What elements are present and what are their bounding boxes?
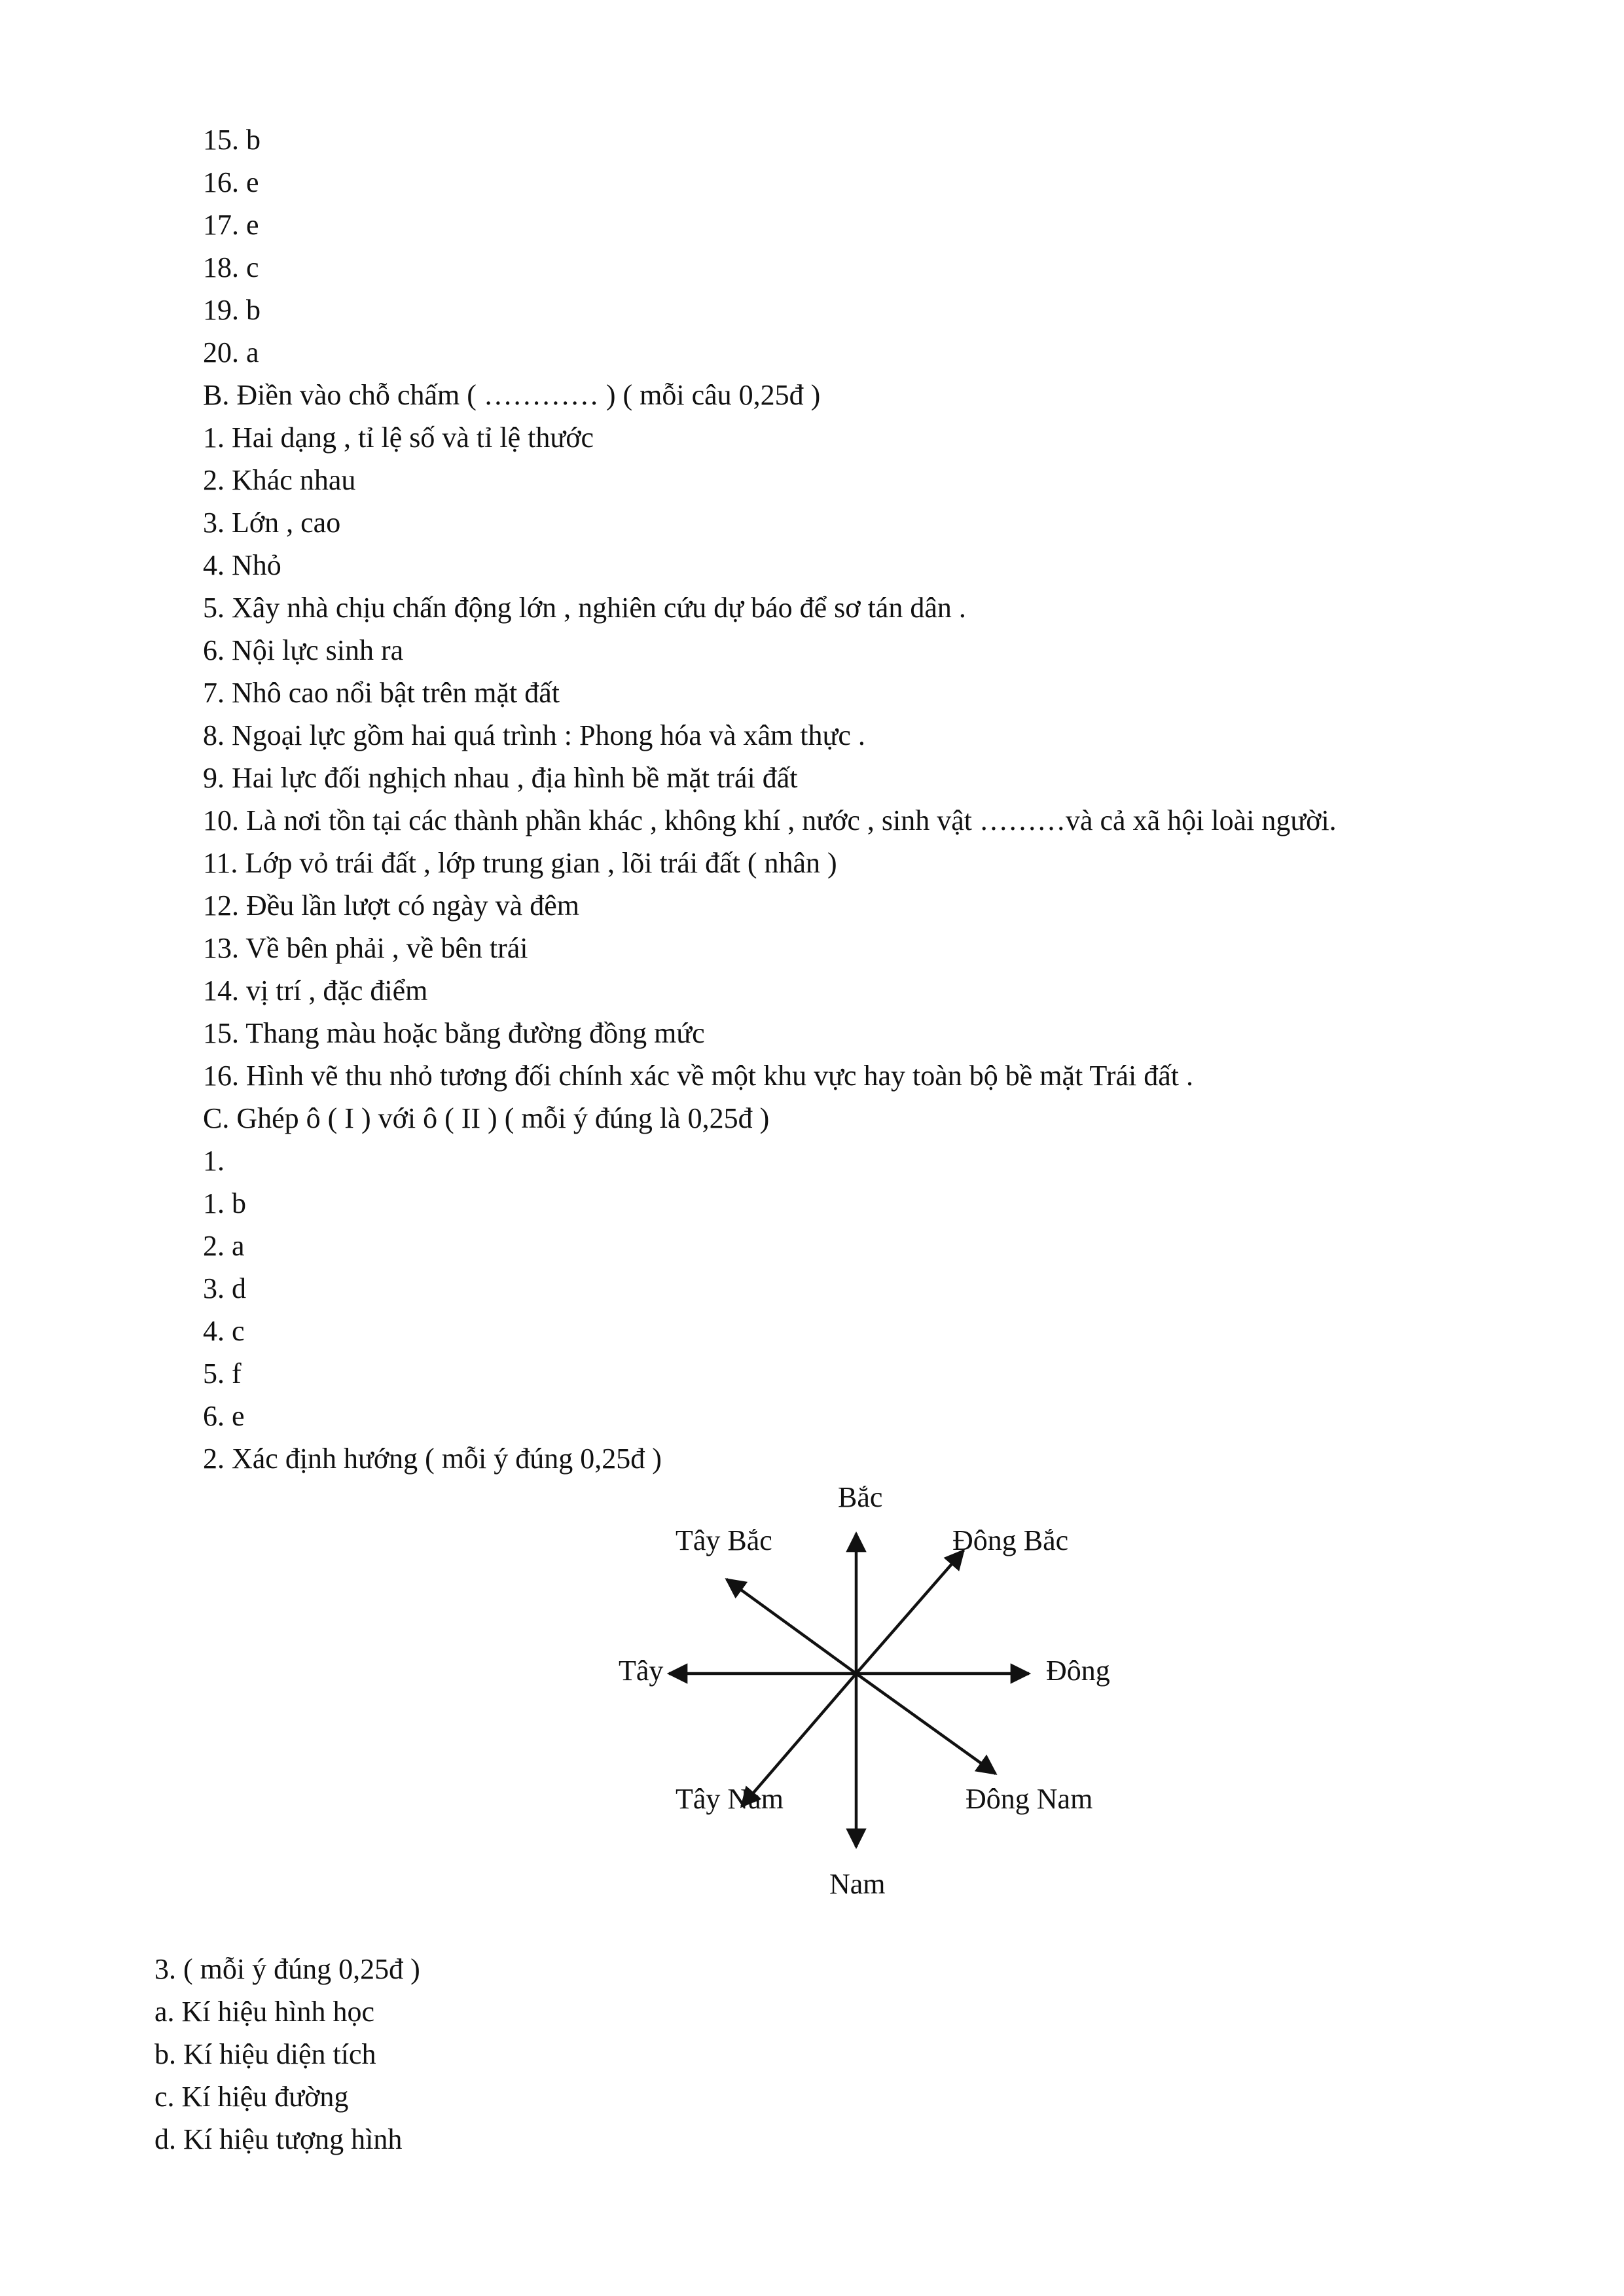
section-c-match-2: 2. a bbox=[203, 1230, 245, 1262]
section-c-part3-item-b: b. Kí hiệu diện tích bbox=[154, 2038, 376, 2070]
section-b-item-8: 8. Ngoại lực gồm hai quá trình : Phong hóa và xâm thực . bbox=[203, 719, 865, 751]
section-c-part1-label: 1. bbox=[203, 1145, 225, 1177]
section-c-part3-item-d: d. Kí hiệu tượng hình bbox=[154, 2123, 403, 2155]
section-c-match-4: 4. c bbox=[203, 1315, 245, 1347]
arrow-northeast bbox=[856, 1551, 964, 1674]
compass-label-southwest: Tây Nam bbox=[676, 1783, 784, 1815]
section-b-heading: B. Điền vào chỗ chấm ( ………… ) ( mỗi câu 0,25đ ) bbox=[203, 379, 821, 411]
section-b-item-3: 3. Lớn , cao bbox=[203, 507, 341, 539]
section-c-match-3: 3. d bbox=[203, 1272, 246, 1304]
compass-label-northeast: Đông Bắc bbox=[952, 1524, 1069, 1556]
section-c-match-5: 5. f bbox=[203, 1357, 242, 1390]
section-c-part3-item-a: a. Kí hiệu hình học bbox=[154, 1996, 375, 2028]
answer-a-20: 20. a bbox=[203, 336, 259, 368]
answer-a-16: 16. e bbox=[203, 166, 259, 198]
section-b-item-16: 16. Hình vẽ thu nhỏ tương đối chính xác về một khu vực hay toàn bộ bề mặt Trái đất . bbox=[203, 1060, 1193, 1092]
section-b-item-2: 2. Khác nhau bbox=[203, 464, 356, 496]
section-b-item-5: 5. Xây nhà chịu chấn động lớn , nghiên cứu dự báo để sơ tán dân . bbox=[203, 592, 966, 624]
section-c-match-6: 6. e bbox=[203, 1400, 245, 1432]
section-b-item-7: 7. Nhô cao nổi bật trên mặt đất bbox=[203, 677, 560, 709]
section-b-item-9: 9. Hai lực đối nghịch nhau , địa hình bề mặt trái đất bbox=[203, 762, 798, 794]
section-b-item-13: 13. Về bên phải , về bên trái bbox=[203, 932, 528, 964]
compass-label-south: Nam bbox=[829, 1868, 886, 1900]
compass-label-east: Đông bbox=[1046, 1655, 1110, 1687]
section-c-part3-item-c: c. Kí hiệu đường bbox=[154, 2081, 349, 2113]
section-b-item-1: 1. Hai dạng , tỉ lệ số và tỉ lệ thước bbox=[203, 422, 594, 454]
section-b-item-4: 4. Nhỏ bbox=[203, 549, 281, 581]
answer-a-15: 15. b bbox=[203, 124, 261, 156]
answer-a-18: 18. c bbox=[203, 251, 259, 283]
section-c-heading: C. Ghép ô ( I ) với ô ( II ) ( mỗi ý đúng là 0,25đ ) bbox=[203, 1102, 770, 1134]
compass-label-southeast: Đông Nam bbox=[965, 1783, 1093, 1815]
section-b-item-11: 11. Lớp vỏ trái đất , lớp trung gian , lõi trái đất ( nhân ) bbox=[203, 847, 837, 879]
section-c-part2-heading: 2. Xác định hướng ( mỗi ý đúng 0,25đ ) bbox=[203, 1443, 662, 1475]
arrow-southeast bbox=[856, 1674, 996, 1774]
compass-label-northwest: Tây Bắc bbox=[676, 1524, 772, 1556]
compass-label-west: Tây bbox=[619, 1655, 664, 1687]
section-b-item-15: 15. Thang màu hoặc bằng đường đồng mức bbox=[203, 1017, 705, 1049]
section-c-match-1: 1. b bbox=[203, 1187, 246, 1219]
section-b-item-12: 12. Đều lần lượt có ngày và đêm bbox=[203, 889, 579, 922]
section-b-item-6: 6. Nội lực sinh ra bbox=[203, 634, 404, 666]
compass-label-north: Bắc bbox=[838, 1481, 883, 1513]
section-b-item-14: 14. vị trí , đặc điểm bbox=[203, 975, 428, 1007]
answer-a-17: 17. e bbox=[203, 209, 259, 241]
arrow-northwest bbox=[727, 1579, 856, 1674]
section-c-part3-heading: 3. ( mỗi ý đúng 0,25đ ) bbox=[154, 1953, 420, 1985]
answer-a-19: 19. b bbox=[203, 294, 261, 326]
section-b-item-10: 10. Là nơi tồn tại các thành phần khác , không khí , nước , sinh vật ………và cả xã hội loài người. bbox=[203, 804, 1337, 836]
